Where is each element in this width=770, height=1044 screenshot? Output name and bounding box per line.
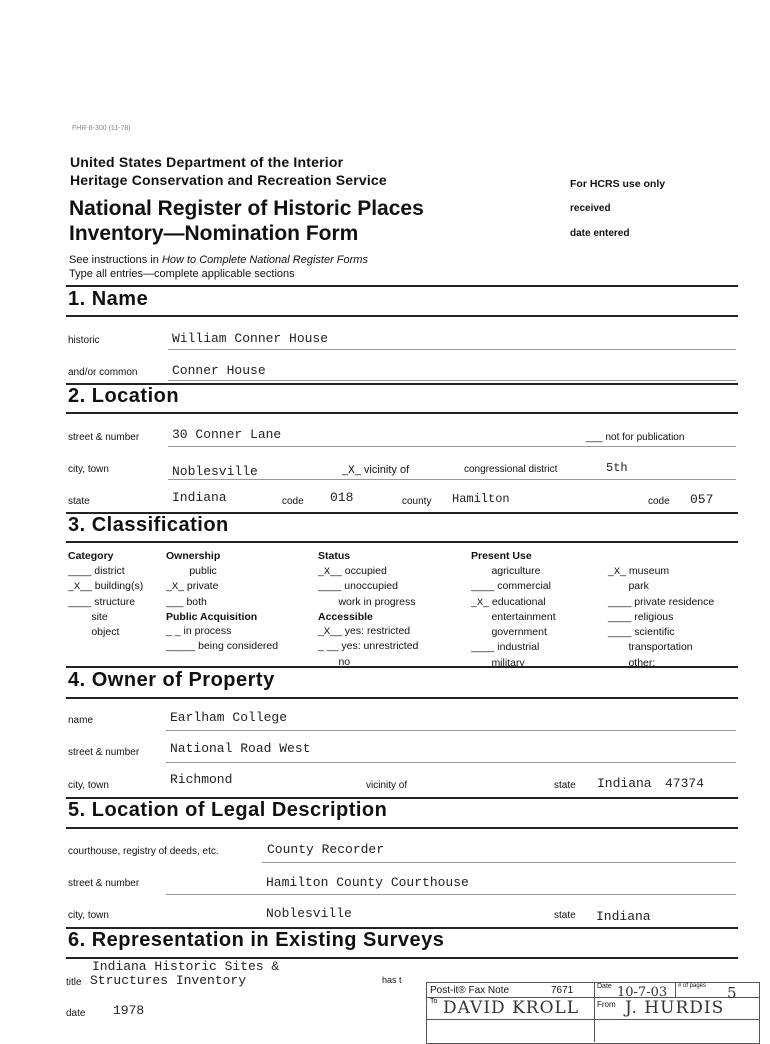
checkbox-item: military [491,656,525,669]
checkbox-item: ____ structure [68,595,136,608]
common-name-label: and/or common [68,367,138,378]
legal-state-value: Indiana [596,909,651,924]
owner-vicinity-label: vicinity of [366,780,408,791]
instructions-italic: How to Complete National Register Forms [161,254,368,266]
field-line [168,479,736,480]
owner-name-value: Earlham College [170,710,288,725]
street-label: street & number [68,432,140,443]
postit-pages-label: # of pages [678,983,707,989]
form-number: FHR-8-300 (11-78) [72,125,131,132]
checkbox-item: ____ commercial [471,580,551,593]
accessible-heading: Accessible [318,610,373,623]
county-code-value: 057 [690,492,714,507]
section-rule [66,285,738,287]
field-line [166,762,736,763]
field-line [166,894,736,895]
checkbox-item: ____ district [68,565,125,577]
checkbox-item: government [491,626,547,639]
section-4-title: 4. Owner of Property [68,669,275,691]
date-entered-label: date entered [570,228,630,239]
legal-city-value: Noblesville [266,906,352,921]
present-use-heading: Present Use [471,550,532,562]
checkbox-item: ___ both [166,595,207,608]
checkbox-item: entertainment [491,610,556,623]
checkbox-item: public [189,565,217,577]
checkbox-item: _X_ museum [608,565,670,578]
survey-title-line1: Indiana Historic Sites & [92,959,280,974]
legal-state-label: state [554,910,576,921]
legal-street-value: Hamilton County Courthouse [266,875,469,890]
vicinity-mark: X [348,465,355,477]
legal-street-label: street & number [68,878,140,889]
field-line [166,730,736,731]
checkbox-item: ____ private residence [608,595,715,608]
checkbox-item: other: [628,656,656,669]
section-3-title: 3. Classification [68,514,229,536]
field-line [168,349,736,350]
checkbox-item: _X_ private [166,580,219,594]
checkbox-item: _X__ occupied [318,565,387,578]
vicinity-checkbox: _X_ vicinity of [342,464,410,477]
owner-state-value: Indiana [597,776,652,791]
checkbox-item: ____ industrial [471,641,540,654]
postit-to-label: To [430,998,438,1005]
postit-from-label: From [597,1000,616,1009]
owner-state-label: state [554,780,576,791]
hcrs-use-label: For HCRS use only [570,178,666,190]
survey-title-label: title [66,977,82,988]
state-label: state [68,496,90,507]
checkbox-item: _X__ yes: restricted [318,625,411,639]
city-label: city, town [68,464,109,475]
postit-date-label: Date [597,983,612,990]
category-list [68,564,143,640]
section-rule [66,315,738,317]
ownership-heading: Ownership [166,550,221,562]
section-1-title: 1. Name [68,288,149,310]
checkbox-item: site [91,610,108,623]
present-use-list-a [471,564,556,671]
section-rule [66,541,738,543]
historic-value: William Conner House [172,331,329,346]
owner-name-label: name [68,715,94,726]
postit-from-value: J. HURDIS [625,998,725,1018]
congressional-value: 5th [606,461,628,475]
section-2-title: 2. Location [68,385,180,407]
county-code-label: code [648,496,670,507]
owner-street-value: National Road West [170,741,311,756]
checkbox-item: ____ religious [608,610,674,623]
code-value: 018 [330,490,354,505]
courthouse-label: courthouse, registry of deeds, etc. [68,846,219,857]
legal-city-label: city, town [68,910,109,921]
field-line [262,862,736,863]
status-heading: Status [318,550,351,562]
checkbox-item: park [628,580,649,593]
section-rule [66,827,738,829]
checkbox-item: work in progress [338,595,416,608]
dept-heading: United States Department of the Interior [70,154,344,170]
checkbox-item: object [91,626,120,639]
section-rule [66,412,738,414]
congressional-label: congressional district [464,464,558,475]
code-label: code [282,496,304,507]
public-acquisition-heading: Public Acquisition [166,610,258,623]
not-pub-label: not for publication [605,432,685,443]
state-value: Indiana [172,490,227,505]
common-name-value: Conner House [172,363,266,378]
ownership-list [166,564,278,655]
postit-brand: Post-it® Fax Note [430,985,510,996]
survey-date-value: 1978 [113,1003,145,1018]
courthouse-value: County Recorder [267,842,385,857]
service-heading: Heritage Conservation and Recreation Service [70,172,387,188]
field-line [168,446,736,447]
owner-city-label: city, town [68,780,109,791]
owner-street-label: street & number [68,747,140,758]
postit-to-value: DAVID KROLL [443,998,580,1018]
city-value: Noblesville [172,464,258,479]
postit-pages-value: 5 [727,984,737,1002]
form-title-line1: National Register of Historic Places [69,197,424,220]
has-label: has t [382,975,402,985]
county-value: Hamilton [452,492,510,506]
checkbox-item: _X__ building(s) [68,580,144,594]
section-6-title: 6. Representation in Existing Surveys [68,929,445,951]
checkbox-item: _____ being considered [166,640,279,653]
postit-code: 7671 [551,985,574,996]
checkbox-item: ____ scientific [608,626,675,639]
postit-divider [675,982,677,998]
checkbox-item: no [338,655,351,668]
section-5-title: 5. Location of Legal Description [68,799,388,821]
street-value: 30 Conner Lane [172,427,282,442]
category-heading: Category [68,550,114,562]
field-line [168,380,736,381]
postit-divider [594,982,596,1042]
survey-date-label: date [66,1008,86,1019]
checkbox-item: agriculture [491,565,541,577]
section-rule [66,697,738,699]
postit-divider [427,1019,759,1020]
section-rule [66,666,738,668]
instructions-line1 [69,254,368,266]
instructions-prefix: See instructions in [69,254,162,266]
status-list [318,564,418,670]
form-title-line2: Inventory—Nomination Form [69,222,359,245]
checkbox-item: transportation [628,641,693,654]
received-label: received [570,203,611,214]
instructions-line2: Type all entries—complete applicable sections [69,268,295,280]
not-for-publication: ___ not for publication [586,432,685,443]
postit-date-value: 10-7-03 [617,985,668,1000]
survey-title-line2: Structures Inventory [90,973,247,988]
county-label: county [402,496,432,507]
checkbox-item: ____ unoccupied [318,580,398,593]
postit-fax-note [426,982,760,1044]
historic-label: historic [68,335,100,346]
present-use-list-b [608,564,714,671]
owner-city-value: Richmond [170,772,233,787]
checkbox-item: _ _ in process [166,625,232,638]
checkbox-item: _ __ yes: unrestricted [318,640,419,653]
vicinity-label: vicinity of [363,464,410,476]
owner-zip-value: 47374 [665,776,705,791]
checkbox-item: _X_ educational [471,595,546,609]
